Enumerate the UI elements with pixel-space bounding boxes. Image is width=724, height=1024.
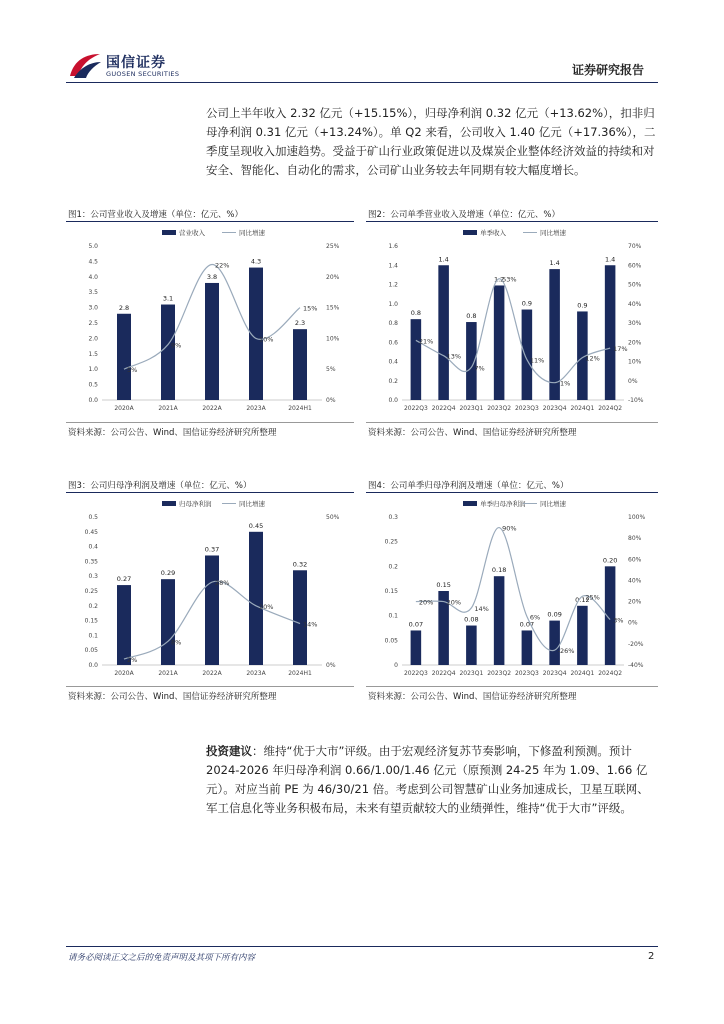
- left-axis-tick-label: 0.3: [388, 514, 398, 521]
- right-axis-tick-label: -10%: [628, 397, 644, 404]
- left-axis-tick-label: 1.0: [388, 300, 398, 308]
- bar-value-label: 4.3: [250, 257, 262, 266]
- growth-value-label: 25%: [585, 593, 600, 602]
- left-axis-tick-label: 0.0: [388, 397, 398, 404]
- bar: [293, 570, 307, 665]
- growth-value-label: 11%: [529, 356, 545, 365]
- left-axis-tick-label: 0.4: [88, 543, 98, 551]
- left-axis-tick-label: 0.45: [84, 528, 98, 536]
- bar-value-label: 0.07: [519, 620, 535, 629]
- right-axis-tick-label: 20%: [628, 339, 642, 347]
- x-axis-tick-label: 2024Q2: [598, 670, 623, 677]
- right-axis-tick-label: 15%: [326, 304, 340, 312]
- footer-disclaimer: 请务必阅读正文之后的免责声明及其项下所有内容: [68, 953, 256, 963]
- bar-value-label: 1.4: [604, 255, 616, 264]
- growth-value-label: -26%: [557, 647, 575, 656]
- left-axis-tick-label: 0.0: [88, 397, 98, 404]
- bar: [494, 576, 505, 665]
- recommendation-text: ：维持“优于大市”评级。由于宏观经济复苏节奏影响，下修盈利预测。预计 2024-2026 年归母净利润 0.66/1.00/1.46 亿元（原预测 24-25 年为 1.09、1.66 亿元）。对应当前 PE 为 46/30/21 倍。考虑到公司智慧矿山业务加速成长，卫星互联网、军工信息化等业务积极布局，未来有望贡献较大的业绩弹性，维持“优于大市”评级。: [206, 744, 649, 815]
- x-axis-tick-label: 2023Q1: [459, 405, 484, 412]
- growth-value-label: 20%: [259, 602, 274, 611]
- bar-value-label: 1.4: [438, 255, 449, 264]
- x-axis-tick-label: 2024Q1: [570, 670, 595, 677]
- bar-value-label: 0.9: [577, 301, 588, 310]
- left-axis-tick-label: 0.05: [84, 647, 98, 655]
- figure-3-source: 资料来源：公司公告、Wind、国信证券经济研究所整理: [68, 692, 277, 702]
- left-axis-tick-label: 0.5: [88, 381, 98, 389]
- x-axis-tick-label: 2023Q2: [487, 670, 512, 677]
- bar: [605, 265, 616, 400]
- legend-bar-label: 归母净利润: [179, 500, 212, 508]
- figure-4-source: 资料来源：公司公告、Wind、国信证券经济研究所整理: [368, 692, 577, 702]
- legend-line-label: 同比增速: [540, 500, 566, 508]
- bar: [293, 329, 307, 400]
- figure-2-source-rule: [366, 422, 658, 423]
- right-axis-tick-label: 100%: [628, 514, 646, 521]
- figure-3-title: 图3：公司归母净利润及增速（单位：亿元、%）: [68, 481, 252, 491]
- x-axis-tick-label: 2020A: [114, 405, 134, 412]
- right-axis-tick-label: 0%: [628, 619, 638, 627]
- left-axis-tick-label: 1.2: [388, 281, 398, 289]
- bar: [117, 314, 131, 400]
- left-axis-tick-label: 0.8: [388, 320, 398, 327]
- figure-2-title: 图2：公司单季营业收入及增速（单位：亿元、%）: [368, 210, 560, 220]
- bar: [117, 585, 131, 665]
- growth-value-label: 7%: [474, 364, 485, 373]
- right-axis-tick-label: 0%: [628, 377, 638, 385]
- left-axis-tick-label: 0.2: [88, 602, 98, 610]
- bar: [411, 630, 422, 665]
- bar-value-label: 1.4: [549, 259, 560, 268]
- bar: [549, 621, 560, 665]
- bar-value-label: 3.8: [206, 272, 218, 281]
- legend-bar-swatch: [463, 501, 477, 506]
- legend-line-label: 同比增速: [239, 500, 265, 508]
- logo-mark-icon: [68, 50, 102, 80]
- right-axis-tick-label: 50%: [326, 514, 340, 521]
- left-axis-tick-label: 2.0: [88, 335, 98, 343]
- footer-rule: [66, 946, 658, 947]
- legend-bar-swatch: [162, 501, 176, 506]
- bar: [438, 265, 449, 400]
- bar: [411, 319, 422, 400]
- left-axis-tick-label: 1.5: [88, 350, 98, 358]
- x-axis-tick-label: 2024H1: [288, 670, 312, 677]
- left-axis-tick-label: 5.0: [88, 243, 98, 250]
- bar-value-label: 0.20: [602, 556, 618, 565]
- legend-bar-swatch: [162, 230, 176, 235]
- figure-3-source-rule: [66, 686, 354, 687]
- x-axis-tick-label: 2024H1: [288, 405, 312, 412]
- left-axis-tick-label: 0.6: [388, 339, 398, 347]
- left-axis-tick-label: 2.5: [88, 320, 98, 327]
- growth-value-label: 9%: [171, 341, 182, 350]
- bar: [494, 285, 505, 400]
- growth-value-label: -1%: [557, 379, 571, 388]
- right-axis-tick-label: 20%: [326, 273, 340, 281]
- bar: [161, 305, 175, 400]
- figure-4-source-rule: [366, 686, 658, 687]
- growth-value-label: 3%: [613, 616, 624, 625]
- left-axis-tick-label: 0.0: [88, 662, 98, 669]
- figure-2-chart: [366, 224, 658, 420]
- x-axis-tick-label: 2024Q1: [570, 405, 595, 412]
- figure-1-rule: [66, 221, 354, 222]
- growth-value-label: 6%: [529, 613, 541, 622]
- figure-2-rule: [366, 221, 658, 222]
- left-axis-tick-label: 1.4: [388, 262, 398, 270]
- growth-value-label: 90%: [502, 524, 517, 533]
- bar-value-label: 0.15: [436, 581, 451, 589]
- left-axis-tick-label: 0.25: [84, 588, 98, 595]
- left-axis-tick-label: 0.3: [88, 573, 98, 581]
- left-axis-tick-label: 0.2: [388, 377, 398, 385]
- bar: [205, 555, 219, 665]
- left-axis-tick-label: 1.6: [388, 243, 398, 250]
- x-axis-tick-label: 2024Q2: [598, 405, 623, 412]
- bar-value-label: 0.09: [547, 610, 562, 619]
- growth-value-label: 21%: [418, 337, 434, 346]
- intro-paragraph: [206, 104, 658, 180]
- logo: [68, 50, 198, 82]
- figure-4-title: 图4：公司单季归母净利润及增速（单位：亿元、%）: [368, 481, 569, 491]
- left-axis-tick-label: 0.1: [88, 632, 98, 640]
- bar-value-label: 1.2: [493, 275, 505, 284]
- bar: [249, 532, 263, 665]
- recommendation-paragraph: [206, 742, 658, 818]
- x-axis-tick-label: 2023A: [246, 405, 266, 412]
- figure-3-chart: [66, 495, 356, 685]
- x-axis-tick-label: 2023Q3: [514, 405, 539, 412]
- growth-value-label: 8%: [171, 638, 182, 647]
- bar-value-label: 0.27: [116, 575, 132, 584]
- left-axis-tick-label: 3.5: [88, 289, 98, 297]
- growth-value-label: 2%: [127, 656, 138, 665]
- x-axis-tick-label: 2022Q3: [403, 670, 428, 677]
- left-axis-tick-label: 0.05: [384, 637, 398, 645]
- right-axis-tick-label: 60%: [628, 556, 642, 564]
- bar-value-label: 0.08: [464, 615, 479, 624]
- left-axis-tick-label: 4.0: [88, 273, 98, 281]
- bar-value-label: 0.9: [521, 299, 533, 308]
- bar-value-label: 0.12: [575, 595, 590, 604]
- x-axis-tick-label: 2021A: [158, 405, 178, 412]
- right-axis-tick-label: 30%: [628, 320, 642, 327]
- growth-value-label: 14%: [303, 620, 318, 629]
- bar: [466, 322, 477, 400]
- right-axis-tick-label: 0%: [326, 397, 336, 404]
- x-axis-tick-label: 2023Q4: [542, 405, 567, 412]
- growth-value-label: 17%: [613, 345, 628, 354]
- x-axis-tick-label: 2023Q2: [487, 405, 512, 412]
- legend-line-label: 同比增速: [239, 229, 265, 237]
- x-axis-tick-label: 2020A: [114, 670, 134, 677]
- legend-bar-label: 营业收入: [179, 229, 205, 237]
- right-axis-tick-label: 60%: [628, 262, 642, 270]
- right-axis-tick-label: -20%: [628, 640, 644, 648]
- legend-bar-swatch: [463, 230, 477, 235]
- left-axis-tick-label: 0.25: [384, 538, 398, 546]
- right-axis-tick-label: 70%: [628, 243, 642, 250]
- left-axis-tick-label: 1.0: [88, 366, 98, 374]
- left-axis-tick-label: 0.1: [388, 612, 398, 620]
- figure-4-rule: [366, 492, 658, 493]
- figure-1-title: 图1：公司营业收入及增速（单位：亿元、%）: [68, 210, 243, 220]
- left-axis-tick-label: 0: [394, 662, 398, 669]
- right-axis-tick-label: 10%: [628, 358, 642, 366]
- legend-line-label: 同比增速: [540, 229, 566, 237]
- header-rule: [66, 82, 658, 83]
- figure-2-source: 资料来源：公司公告、Wind、国信证券经济研究所整理: [368, 428, 577, 438]
- bar-value-label: 2.3: [294, 319, 306, 328]
- growth-value-label: 14%: [474, 604, 489, 613]
- right-axis-tick-label: 20%: [628, 598, 642, 606]
- logo-cn: 国信证券: [106, 55, 166, 71]
- x-axis-tick-label: 2023Q1: [459, 670, 484, 677]
- growth-value-label: 22%: [215, 261, 230, 270]
- right-axis-tick-label: 50%: [628, 281, 642, 289]
- left-axis-tick-label: 0.5: [88, 514, 98, 521]
- left-axis-tick-label: 0.15: [84, 617, 98, 625]
- growth-value-label: 13%: [446, 352, 462, 361]
- x-axis-tick-label: 2022Q4: [431, 670, 456, 677]
- bar-value-label: 0.37: [204, 545, 220, 554]
- figure-1-chart: [66, 224, 356, 420]
- growth-value-label: 20%: [446, 598, 462, 607]
- x-axis-tick-label: 2022Q4: [431, 405, 456, 412]
- bar-value-label: 2.8: [118, 303, 130, 312]
- right-axis-tick-label: 40%: [628, 577, 642, 585]
- figure-1-source-rule: [66, 422, 354, 423]
- x-axis-tick-label: 2023A: [246, 670, 266, 677]
- figure-1-source: 资料来源：公司公告、Wind、国信证券经济研究所整理: [68, 428, 277, 438]
- legend-bar-label: 单季收入: [480, 229, 506, 237]
- x-axis-tick-label: 2023Q4: [542, 670, 567, 677]
- intro-text: 公司上半年收入 2.32 亿元（+15.15%），归母净利润 0.32 亿元（+13.62%），扣非归母净利润 0.31 亿元（+13.24%）。单 Q2 来看，公司收入 1.40 亿元（+17.36%），二季度呈现收入加速趋势。受益于矿山行业政策促进以及煤炭企业整体经济效益的持续和对安全、智能化、自动化的需求，公司矿山业务较去年同期有较大幅度增长。: [206, 106, 656, 177]
- right-axis-tick-label: 5%: [326, 366, 336, 374]
- bar-value-label: 0.18: [491, 566, 507, 575]
- left-axis-tick-label: 0.2: [388, 563, 398, 571]
- bar: [522, 310, 533, 400]
- bar: [466, 626, 477, 665]
- right-axis-tick-label: 10%: [326, 335, 340, 343]
- bar: [522, 630, 533, 665]
- figure-3-rule: [66, 492, 354, 493]
- bar-value-label: 0.07: [408, 620, 424, 629]
- bar-value-label: 0.8: [410, 309, 422, 318]
- growth-value-label: 28%: [215, 579, 230, 588]
- growth-value-label: 20%: [418, 598, 434, 607]
- x-axis-tick-label: 2021A: [158, 670, 178, 677]
- left-axis-tick-label: 0.15: [384, 588, 398, 595]
- growth-value-label: 15%: [303, 304, 318, 313]
- bar-value-label: 0.29: [160, 569, 176, 578]
- growth-value-label: 10%: [259, 335, 274, 344]
- bar-value-label: 0.45: [248, 521, 264, 530]
- bar-value-label: 3.1: [162, 294, 174, 303]
- bar-value-label: 0.32: [292, 560, 308, 569]
- x-axis-tick-label: 2022A: [202, 670, 222, 677]
- figure-4-chart: [366, 495, 658, 685]
- right-axis-tick-label: 40%: [628, 300, 642, 308]
- growth-value-label: 53%: [502, 275, 517, 284]
- growth-value-label: 12%: [585, 354, 600, 363]
- x-axis-tick-label: 2022A: [202, 405, 222, 412]
- right-axis-tick-label: 80%: [628, 535, 642, 543]
- page-number: 2: [648, 951, 655, 962]
- right-axis-tick-label: 0%: [326, 662, 336, 669]
- left-axis-tick-label: 0.4: [388, 358, 398, 366]
- bar: [161, 579, 175, 665]
- x-axis-tick-label: 2022Q3: [403, 405, 428, 412]
- recommendation-label: 投资建议: [206, 744, 252, 758]
- bar: [577, 606, 588, 665]
- bar: [205, 283, 219, 400]
- legend-bar-label: 单季归母净利润: [480, 500, 526, 508]
- x-axis-tick-label: 2023Q3: [514, 670, 539, 677]
- right-axis-tick-label: 25%: [326, 243, 340, 250]
- right-axis-tick-label: -40%: [628, 662, 644, 669]
- left-axis-tick-label: 0.35: [84, 558, 98, 566]
- bar-value-label: 0.8: [466, 312, 477, 321]
- left-axis-tick-label: 4.5: [88, 258, 98, 266]
- report-type: 证券研究报告: [572, 63, 645, 77]
- growth-value-label: 5%: [127, 366, 138, 375]
- logo-en: GUOSEN SECURITIES: [106, 70, 180, 78]
- left-axis-tick-label: 3.0: [88, 304, 98, 312]
